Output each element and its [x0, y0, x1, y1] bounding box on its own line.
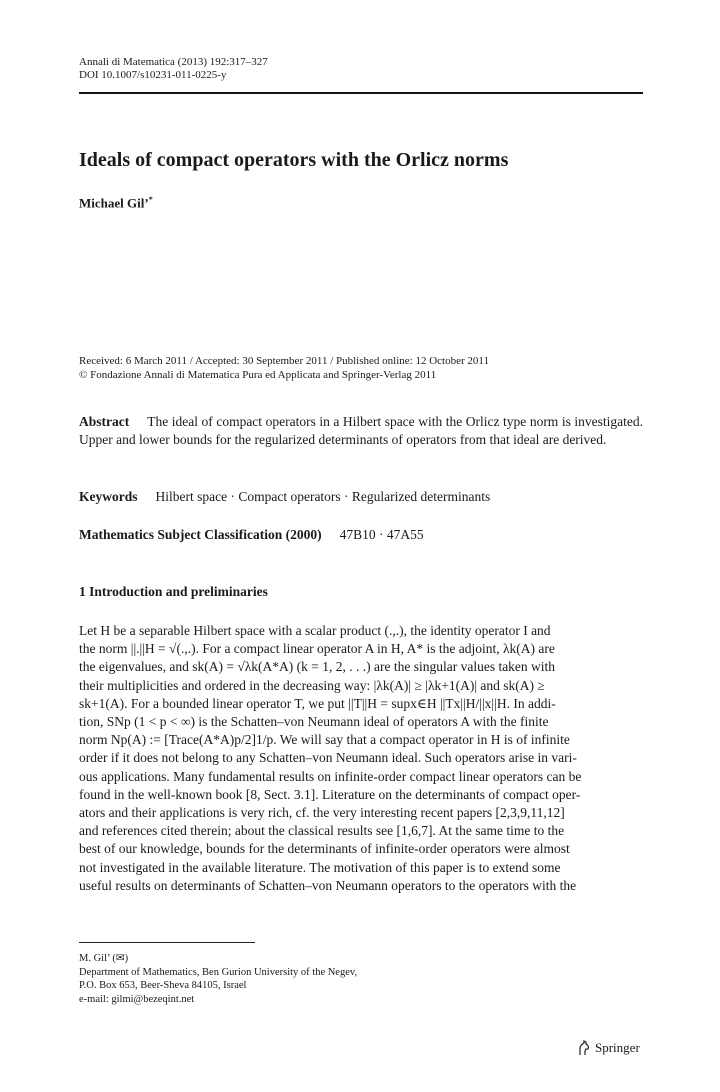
- journal-header: [79, 56, 643, 82]
- author-name: Michael Gil’: [79, 195, 149, 211]
- body-line: best of our knowledge, bounds for the determinants of infinite-order operators were almost: [79, 841, 570, 857]
- footnote-author: M. Gil’ (✉): [79, 953, 129, 964]
- section-heading: 1 Introduction and preliminaries: [79, 584, 268, 599]
- msc-codes: 47B10 · 47A55: [339, 527, 424, 542]
- publication-dates: [79, 354, 643, 382]
- header-divider: [79, 92, 643, 94]
- msc-label: Mathematics Subject Classification (2000): [79, 527, 322, 542]
- body-line: sk+1(A). For a bounded linear operator T, we put ||T||H = supx∈H ||Tx||H/||x||H. In addi-: [79, 695, 556, 711]
- body-line: order if it does not belong to any Schatten–von Neumann ideal. Such operators arise in vari-: [79, 750, 577, 766]
- body-line: their multiplicities and ordered in the decreasing way: |λk(A)| ≥ |λk+1(A)| and sk(A) ≥: [79, 677, 545, 693]
- body-line: and references cited therein; about the classical results see [1,6,7]. At the same time to the: [79, 823, 565, 839]
- body-line: useful results on determinants of Schatten–von Neumann operators to the operators with the: [79, 877, 577, 893]
- body-line: norm Np(A) := [Trace(A*A)p/2]1/p. We will say that a compact operator in H is of infinite: [79, 732, 570, 748]
- doi: DOI 10.1007/s10231-011-0225-y: [79, 69, 227, 81]
- publisher-logo: [577, 1040, 640, 1056]
- body-line: not investigated in the available literature. The motivation of this paper is to extend some: [79, 859, 561, 875]
- body-line: ous applications. Many fundamental results on infinite-order compact linear operators can be: [79, 768, 582, 784]
- journal-citation: Annali di Matematica (2013) 192:317–327: [79, 56, 268, 68]
- body-line: Let H be a separable Hilbert space with a scalar product (.,.), the identity operator I and: [79, 623, 551, 638]
- body-line: the eigenvalues, and sk(A) = √λk(A*A) (k = 1, 2, . . .) are the singular values taken with: [79, 659, 556, 675]
- springer-horse-icon: [577, 1040, 591, 1056]
- abstract-text: The ideal of compact operators in a Hilbert space with the Orlicz type norm is investigated. Upper and lower bounds for the regularized determinants of operators from that ideal are derived.: [79, 414, 643, 447]
- history-line: Received: 6 March 2011 / Accepted: 30 September 2011 / Published online: 12 October 2011: [79, 355, 489, 367]
- author-affiliation: [79, 952, 643, 1006]
- keywords-text: Hilbert space · Compact operators · Regularized determinants: [155, 489, 491, 504]
- footnote-department: Department of Mathematics, Ben Gurion University of the Negev,: [79, 966, 358, 978]
- body-paragraph: [79, 622, 643, 895]
- footnote-address: P.O. Box 653, Beer-Sheva 84105, Israel: [79, 980, 247, 991]
- author-mark: *: [148, 195, 153, 204]
- subject-classification: [79, 527, 643, 543]
- footnote-email: e-mail: gilmi@bezeqint.net: [79, 993, 195, 1005]
- abstract: [79, 413, 643, 449]
- author: [79, 195, 153, 211]
- copyright-line: © Fondazione Annali di Matematica Pura ed Applicata and Springer-Verlag 2011: [79, 369, 437, 381]
- paper-title: Ideals of compact operators with the Orlicz norms: [79, 149, 509, 171]
- body-line: tion, SNp (1 < p < ∞) is the Schatten–von Neumann ideal of operators A with the finite: [79, 714, 549, 730]
- abstract-label: Abstract: [79, 414, 130, 429]
- keywords-label: Keywords: [79, 489, 138, 504]
- keywords: [79, 489, 643, 505]
- body-line: ators and their applications is very rich, cf. the very interesting recent papers [2,3,9,11,12]: [79, 805, 565, 821]
- body-line: found in the well-known book [8, Sect. 3.1]. Literature on the determinants of compact oper-: [79, 786, 581, 802]
- body-line: the norm ||.||H = √(.,.). For a compact linear operator A in H, A* is the adjoint, λk(A) are: [79, 641, 555, 657]
- footnote-divider: [79, 942, 255, 943]
- publisher-name: Springer: [595, 1040, 640, 1055]
